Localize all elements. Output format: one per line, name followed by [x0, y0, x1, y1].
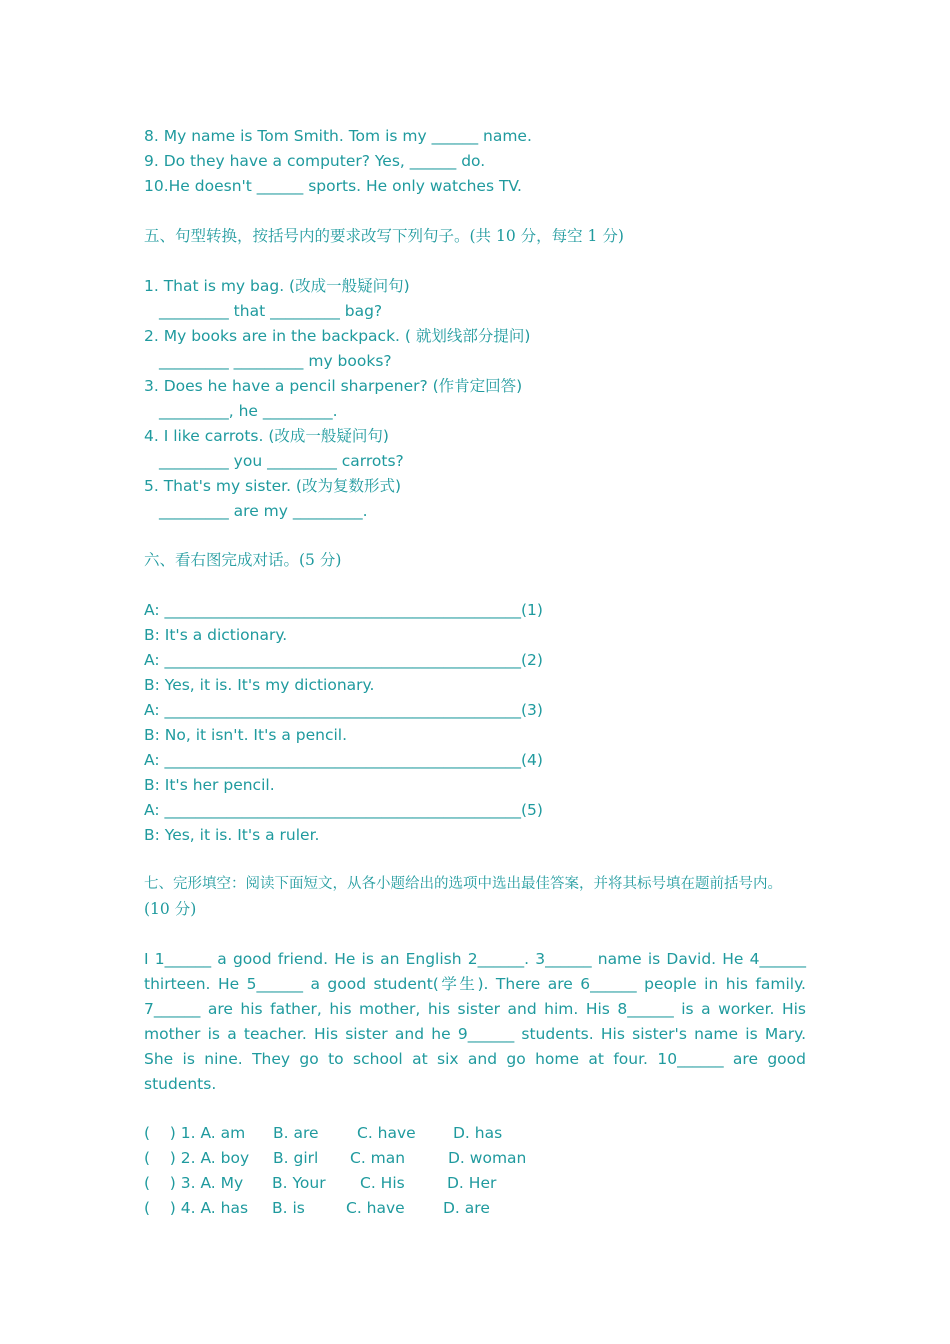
option-c: C. have	[346, 1199, 405, 1217]
passage-line: 7______ are his father, his mother, his sister and him. His 8______ is a worker. His	[144, 1000, 806, 1018]
option-b: B. Your	[272, 1174, 326, 1192]
question-8: 8. My name is Tom Smith. Tom is my ______ name.	[144, 127, 532, 145]
s5-question-4: 4. I like carrots. (改成一般疑问句)	[144, 427, 389, 445]
passage-line: students.	[144, 1075, 217, 1093]
option-a: ( ) 1. A. am	[144, 1124, 246, 1142]
option-d: D. woman	[448, 1149, 527, 1167]
dialog-line: A: ______________________________________________(1)	[144, 601, 543, 619]
dialog-line: B: Yes, it is. It's a ruler.	[144, 826, 320, 844]
passage-line: I 1______ a good friend. He is an English 2______. 3______ name is David. He 4______	[144, 950, 806, 968]
option-d: D. Her	[447, 1174, 497, 1192]
passage-line: mother is a teacher. His sister and he 9______ students. His sister's name is Mary.	[144, 1025, 806, 1043]
s5-answer-1: _________ that _________ bag?	[159, 302, 383, 320]
dialog-line: A: ______________________________________________(2)	[144, 651, 543, 669]
option-b: B. girl	[273, 1149, 319, 1167]
s5-question-2: 2. My books are in the backpack. ( 就划线部分提问)	[144, 327, 531, 345]
passage-line: thirteen. He 5______ a good student(学生). There are 6______ people in his family.	[144, 975, 806, 993]
s5-answer-3: _________, he _________.	[159, 402, 338, 420]
question-9: 9. Do they have a computer? Yes, ______ do.	[144, 152, 486, 170]
dialog-line: A: ______________________________________________(3)	[144, 701, 543, 719]
passage-line: She is nine. They go to school at six and go home at four. 10______ are good	[144, 1050, 806, 1068]
option-d: D. has	[453, 1124, 503, 1142]
s5-question-3: 3. Does he have a pencil sharpener? (作肯定回答)	[144, 377, 523, 395]
option-b: B. are	[273, 1124, 319, 1142]
section-7-points: (10 分)	[144, 900, 197, 918]
option-a: ( ) 4. A. has	[144, 1199, 249, 1217]
s5-answer-2: _________ _________ my books?	[159, 352, 392, 370]
dialog-line: B: Yes, it is. It's my dictionary.	[144, 676, 375, 694]
dialog-line: A: ______________________________________________(5)	[144, 801, 543, 819]
option-d: D. are	[443, 1199, 490, 1217]
s5-answer-4: _________ you _________ carrots?	[159, 452, 404, 470]
option-a: ( ) 2. A. boy	[144, 1149, 250, 1167]
option-a: ( ) 3. A. My	[144, 1174, 244, 1192]
option-b: B. is	[272, 1199, 305, 1217]
dialog-line: B: It's a dictionary.	[144, 626, 288, 644]
dialog-line: A: ______________________________________________(4)	[144, 751, 543, 769]
s5-answer-5: _________ are my _________.	[159, 502, 368, 520]
option-c: C. man	[350, 1149, 406, 1167]
s5-question-5: 5. That's my sister. (改为复数形式)	[144, 477, 402, 495]
dialog-line: B: No, it isn't. It's a pencil.	[144, 726, 348, 744]
section-5-title: 五、句型转换，按括号内的要求改写下列句子。(共 10 分，每空 1 分)	[144, 227, 624, 245]
question-10: 10.He doesn't ______ sports. He only watches TV.	[144, 177, 522, 195]
dialog-line: B: It's her pencil.	[144, 776, 275, 794]
section-7-title: 七、完形填空：阅读下面短文，从各小题给出的选项中选出最佳答案，并将其标号填在题前括号内。	[144, 876, 782, 892]
option-c: C. His	[360, 1174, 405, 1192]
section-6-title: 六、看右图完成对话。(5 分)	[144, 551, 342, 569]
s5-question-1: 1. That is my bag. (改成一般疑问句)	[144, 277, 410, 295]
option-c: C. have	[357, 1124, 416, 1142]
